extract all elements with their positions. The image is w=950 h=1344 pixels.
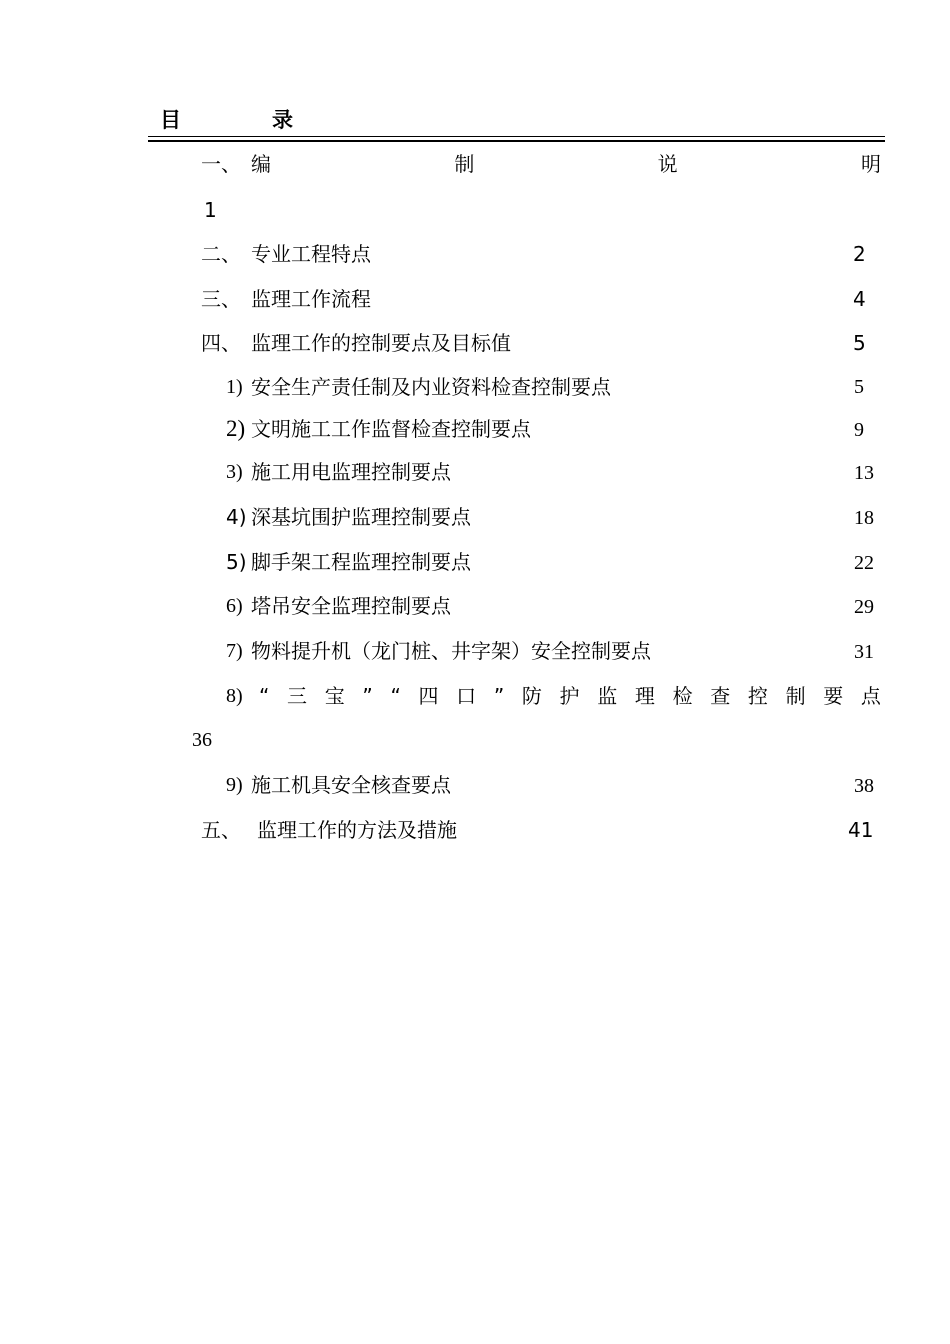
- toc-sub-3-prefix: 3): [226, 461, 243, 483]
- toc-sub-1-label: 安全生产责任制及内业资料检查控制要点: [251, 375, 611, 399]
- toc-sub-3-page: 13: [854, 462, 874, 484]
- toc-sub-9-prefix: 9): [226, 774, 243, 796]
- toc-entry-3-page: 4: [853, 287, 866, 311]
- toc-sub-8-char: 宝: [324, 684, 345, 708]
- toc-entry-1-page: 1: [204, 198, 217, 222]
- toc-sub-8-char: ”: [493, 684, 505, 708]
- toc-entry-4-page: 5: [853, 331, 866, 355]
- toc-sub-4-prefix: 4): [226, 505, 247, 529]
- toc-sub-8-char: 口: [456, 684, 477, 708]
- title-rule-thick: [148, 140, 885, 142]
- toc-entry-3-label: 监理工作流程: [251, 287, 371, 311]
- toc-entry-4-label: 监理工作的控制要点及目标值: [251, 331, 511, 355]
- toc-sub-7-page: 31: [854, 641, 874, 663]
- toc-entry-5-label: 监理工作的方法及措施: [257, 818, 457, 842]
- toc-sub-5-prefix: 5): [226, 550, 247, 574]
- toc-sub-8-char: 点: [860, 684, 881, 708]
- toc-sub-8-char: 查: [710, 684, 731, 708]
- toc-sub-8-char: ”: [362, 684, 373, 708]
- toc-sub-5-page: 22: [854, 552, 874, 574]
- toc-entry-2-prefix: 二、: [201, 242, 241, 266]
- toc-sub-1-page: 5: [854, 376, 864, 398]
- toc-entry-1-prefix: 一、: [201, 152, 241, 176]
- toc-sub-8-char: 四: [418, 684, 439, 708]
- toc-entry-3-prefix: 三、: [201, 287, 241, 311]
- toc-sub-2-label: 文明施工工作监督检查控制要点: [251, 417, 531, 441]
- toc-entry-2-label: 专业工程特点: [251, 242, 371, 266]
- toc-entry-5-page: 41: [848, 818, 874, 842]
- toc-sub-7-prefix: 7): [226, 640, 243, 662]
- toc-sub-2-page: 9: [854, 419, 864, 441]
- toc-entry-5-prefix: 五、: [201, 818, 241, 842]
- toc-sub-4-page: 18: [854, 507, 874, 529]
- toc-sub-8-char: 要: [823, 684, 844, 708]
- toc-entry-1-char: 说: [657, 152, 678, 176]
- toc-sub-9-label: 施工机具安全核查要点: [251, 773, 451, 797]
- toc-entry-1-char: 明: [860, 152, 881, 176]
- toc-sub-3-label: 施工用电监理控制要点: [251, 460, 451, 484]
- toc-entry-4-prefix: 四、: [201, 331, 241, 355]
- toc-sub-8-prefix: 8): [226, 685, 243, 707]
- toc-entry-1-label: [251, 152, 881, 176]
- toc-sub-8-char: 控: [747, 684, 768, 708]
- toc-sub-2-prefix: 2): [226, 416, 246, 441]
- toc-sub-6-page: 29: [854, 596, 874, 618]
- toc-sub-4-label: 深基坑围护监理控制要点: [251, 505, 471, 529]
- toc-sub-8-char: “: [390, 684, 401, 708]
- toc-sub-6-prefix: 6): [226, 595, 243, 617]
- toc-sub-1-prefix: 1): [226, 376, 243, 398]
- toc-sub-8-char: 监: [597, 684, 618, 708]
- toc-sub-8-char: 护: [559, 684, 580, 708]
- toc-sub-8-char: 防: [521, 684, 542, 708]
- toc-entry-1-char: 制: [454, 152, 475, 176]
- toc-sub-5-label: 脚手架工程监理控制要点: [251, 550, 471, 574]
- toc-entry-1-char: 编: [251, 152, 271, 176]
- toc-entry-2-page: 2: [853, 242, 866, 266]
- toc-sub-8-char: 检: [672, 684, 693, 708]
- toc-sub-8-char: 制: [785, 684, 806, 708]
- toc-sub-7-label: 物料提升机（龙门桩、井字架）安全控制要点: [251, 639, 651, 663]
- toc-sub-9-page: 38: [854, 775, 874, 797]
- toc-sub-8-char: 理: [634, 684, 655, 708]
- toc-title-char-1: 目: [160, 108, 181, 132]
- toc-sub-8-char: 三: [287, 684, 308, 708]
- toc-title-char-2: 录: [272, 108, 293, 132]
- toc-sub-8-char: “: [259, 684, 270, 708]
- toc-sub-8-label: [259, 684, 881, 708]
- toc-sub-8-page: 36: [192, 729, 212, 751]
- toc-sub-6-label: 塔吊安全监理控制要点: [251, 594, 451, 618]
- title-rule-thin: [148, 136, 885, 137]
